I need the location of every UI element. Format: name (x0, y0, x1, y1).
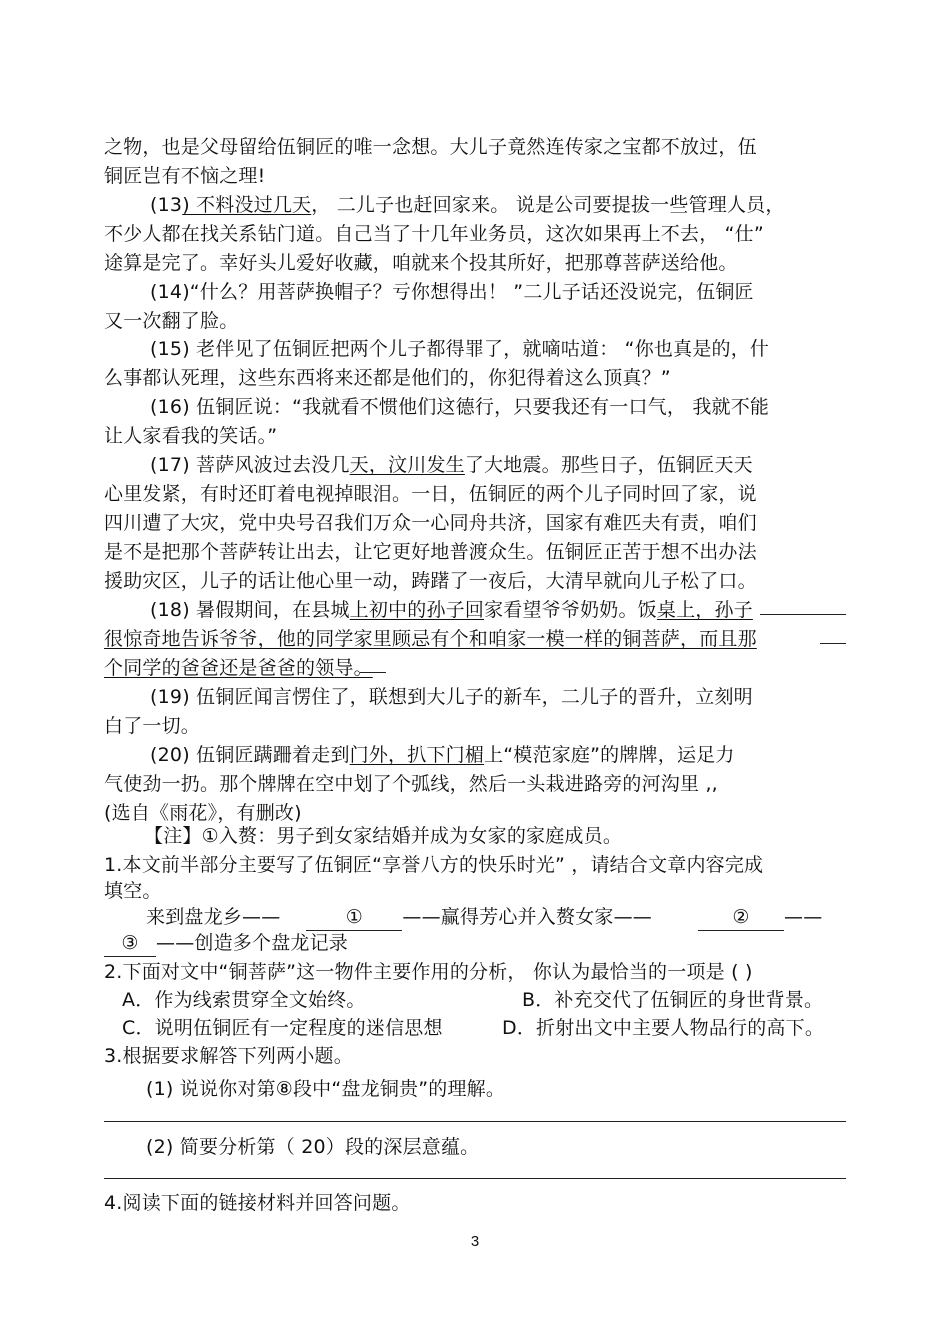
p17-line5: 援助灾区，儿子的话让他心里一动，踌躇了一夜后，大清早就向儿子松了口。 (104, 570, 757, 592)
p14-line2: 又一次翻了脸。 (104, 310, 239, 332)
p13-num: (13 (150, 194, 183, 216)
page-number: 3 (470, 1233, 480, 1250)
p15-line1: (15) 老伴见了伍铜匠把两个儿子都得罪了，就嘀咕道： “你也真是的，什 (150, 338, 770, 360)
q1-fill-line2 (104, 929, 348, 957)
p17-line3: 四川遭了大灾，党中央号召我们万众一心同舟共济，国家有难匹夫有责，咱们 (104, 512, 757, 534)
p13-line2: 不少人都在找关系钻门道。自己当了十几年业务员，这次如果再上不去， “仕” (104, 223, 764, 245)
p18-underline-extension-3 (360, 672, 386, 673)
p18-line3: 个同学的爸爸还是爸爸的领导。 (104, 657, 373, 679)
q3-part1-answer-line[interactable] (104, 1121, 846, 1122)
q1-fill-mid: ——赢得芳心并入赘女家—— (402, 906, 653, 928)
p12-line2: 铜匠岂有不恼之理! (104, 165, 266, 187)
p17-line2: 心里发紧，有时还盯着电视掉眼泪。一日，伍铜匠的两个儿子同时回了家，说 (104, 483, 757, 505)
p16-line2: 让人家看我的笑话。” (104, 425, 278, 447)
p19-line1: (19) 伍铜匠闻言愣住了，联想到大儿子的新车，二儿子的晋升，立刻明 (150, 686, 753, 708)
source-citation: (选自《雨花》，有删改) (104, 802, 302, 824)
p15-line2: 么事都认死理，这些东西将来还都是他们的，你犯得着这么顶真？” (104, 367, 671, 389)
footnote: 【注】①入赘：男子到女家结婚并成为女家的家庭成员。 (144, 825, 623, 847)
fill-blank-2[interactable]: ② (698, 904, 784, 931)
p20-a: (20) 伍铜匠蹒跚着走到 (150, 744, 350, 766)
p18-underline-extension-2 (820, 643, 846, 644)
p18-a: (18) 暑假期间，在县城 (150, 599, 350, 621)
p13-underlined: ) 不料没过几天 (182, 194, 312, 216)
q1-fill-start: 来到盘龙乡—— (146, 906, 281, 928)
q2-option-a[interactable]: A．作为线索贯穿全文始终。 (122, 989, 366, 1011)
q1-fill-end: ——创造多个盘龙记录 (156, 932, 349, 954)
p20-line2: 气使劲一扔。那个牌牌在空中划了个弧线，然后一头栽进路旁的河沟里 ,, (104, 773, 718, 795)
q2-option-c[interactable]: C．说明伍铜匠有一定程度的迷信思想 (122, 1017, 443, 1039)
q4-stem: 4.阅读下面的链接材料并回答问题。 (104, 1192, 411, 1214)
q2-option-b[interactable]: B．补充交代了伍铜匠的身世背景。 (522, 989, 824, 1011)
q2-option-d[interactable]: D．折射出文中主要人物品行的高下。 (502, 1017, 825, 1039)
q1-line1: 1.本文前半部分主要写了伍铜匠“享誉八方的快乐时光” ，请结合文章内容完成 (104, 854, 764, 876)
p17-a: (17) 菩萨风波过去没几 (150, 454, 350, 476)
q1-fill-line1 (146, 903, 822, 931)
p19-line2: 白了一切。 (104, 715, 201, 737)
q3-stem: 3.根据要求解答下列两小题。 (104, 1045, 353, 1067)
p20-underlined: 门外，扒下门楣 (349, 744, 485, 766)
p12-line1: 之物，也是父母留给伍铜匠的唯一念想。大儿子竟然连传家之宝都不放过，伍 (104, 136, 757, 158)
p13-line3: 途算是完了。幸好头儿爱好收藏，咱就来个投其所好，把那尊菩萨送给他。 (104, 252, 738, 274)
p13-rest: ， 二儿子也赶回家来。 说是公司要提拔一些管理人员， (311, 194, 785, 216)
q3-part2: (2) 简要分析第（ 20）段的深层意蕴。 (146, 1136, 480, 1158)
q1-line2: 填空。 (104, 880, 162, 902)
q3-part2-answer-line[interactable] (104, 1178, 846, 1179)
p13-line1 (150, 191, 785, 219)
p20-b: 上“模范家庭”的牌牌，运足力 (484, 744, 735, 766)
q3-part1: (1) 说说你对第⑧段中“盘龙铜贵”的理解。 (146, 1078, 506, 1100)
fill-blank-3[interactable]: ③ (104, 930, 156, 957)
p17-line1 (150, 451, 753, 479)
p18-line2: 很惊奇地告诉爷爷，他的同学家里顾忌有个和咱家一模一样的铜菩萨，而且那 (104, 628, 757, 650)
p18-underlined-1: 上初中的孙子回 (349, 599, 485, 621)
p18-line1 (150, 596, 753, 624)
p17-b: 了大地震。那些日子，伍铜匠天天 (464, 454, 753, 476)
q1-fill-dash: —— (784, 906, 823, 928)
p17-line4: 是不是把那个菩萨转让出去，让它更好地普渡众生。伍铜匠正苦于想不出办法 (104, 541, 757, 563)
fill-blank-1[interactable]: ① (306, 904, 402, 931)
p20-line1 (150, 741, 735, 769)
q2-stem: 2.下面对文中“铜菩萨”这一物件主要作用的分析， 你认为最恰当的一项是 ( ) (104, 961, 753, 983)
p18-b: 家看望爷爷奶奶。饭 (484, 599, 657, 621)
p17-underlined: 天，汶川发生 (349, 454, 465, 476)
p18-underlined-2: 桌上，孙子 (656, 599, 753, 621)
p14-line1: (14)“什么？用菩萨换帽子？亏你想得出！ ”二儿子话还没说完，伍铜匠 (150, 281, 754, 303)
p18-underline-extension (760, 614, 846, 615)
p16-line1: (16) 伍铜匠说：“我就看不惯他们这德行，只要我还有一口气， 我就不能 (150, 396, 770, 418)
